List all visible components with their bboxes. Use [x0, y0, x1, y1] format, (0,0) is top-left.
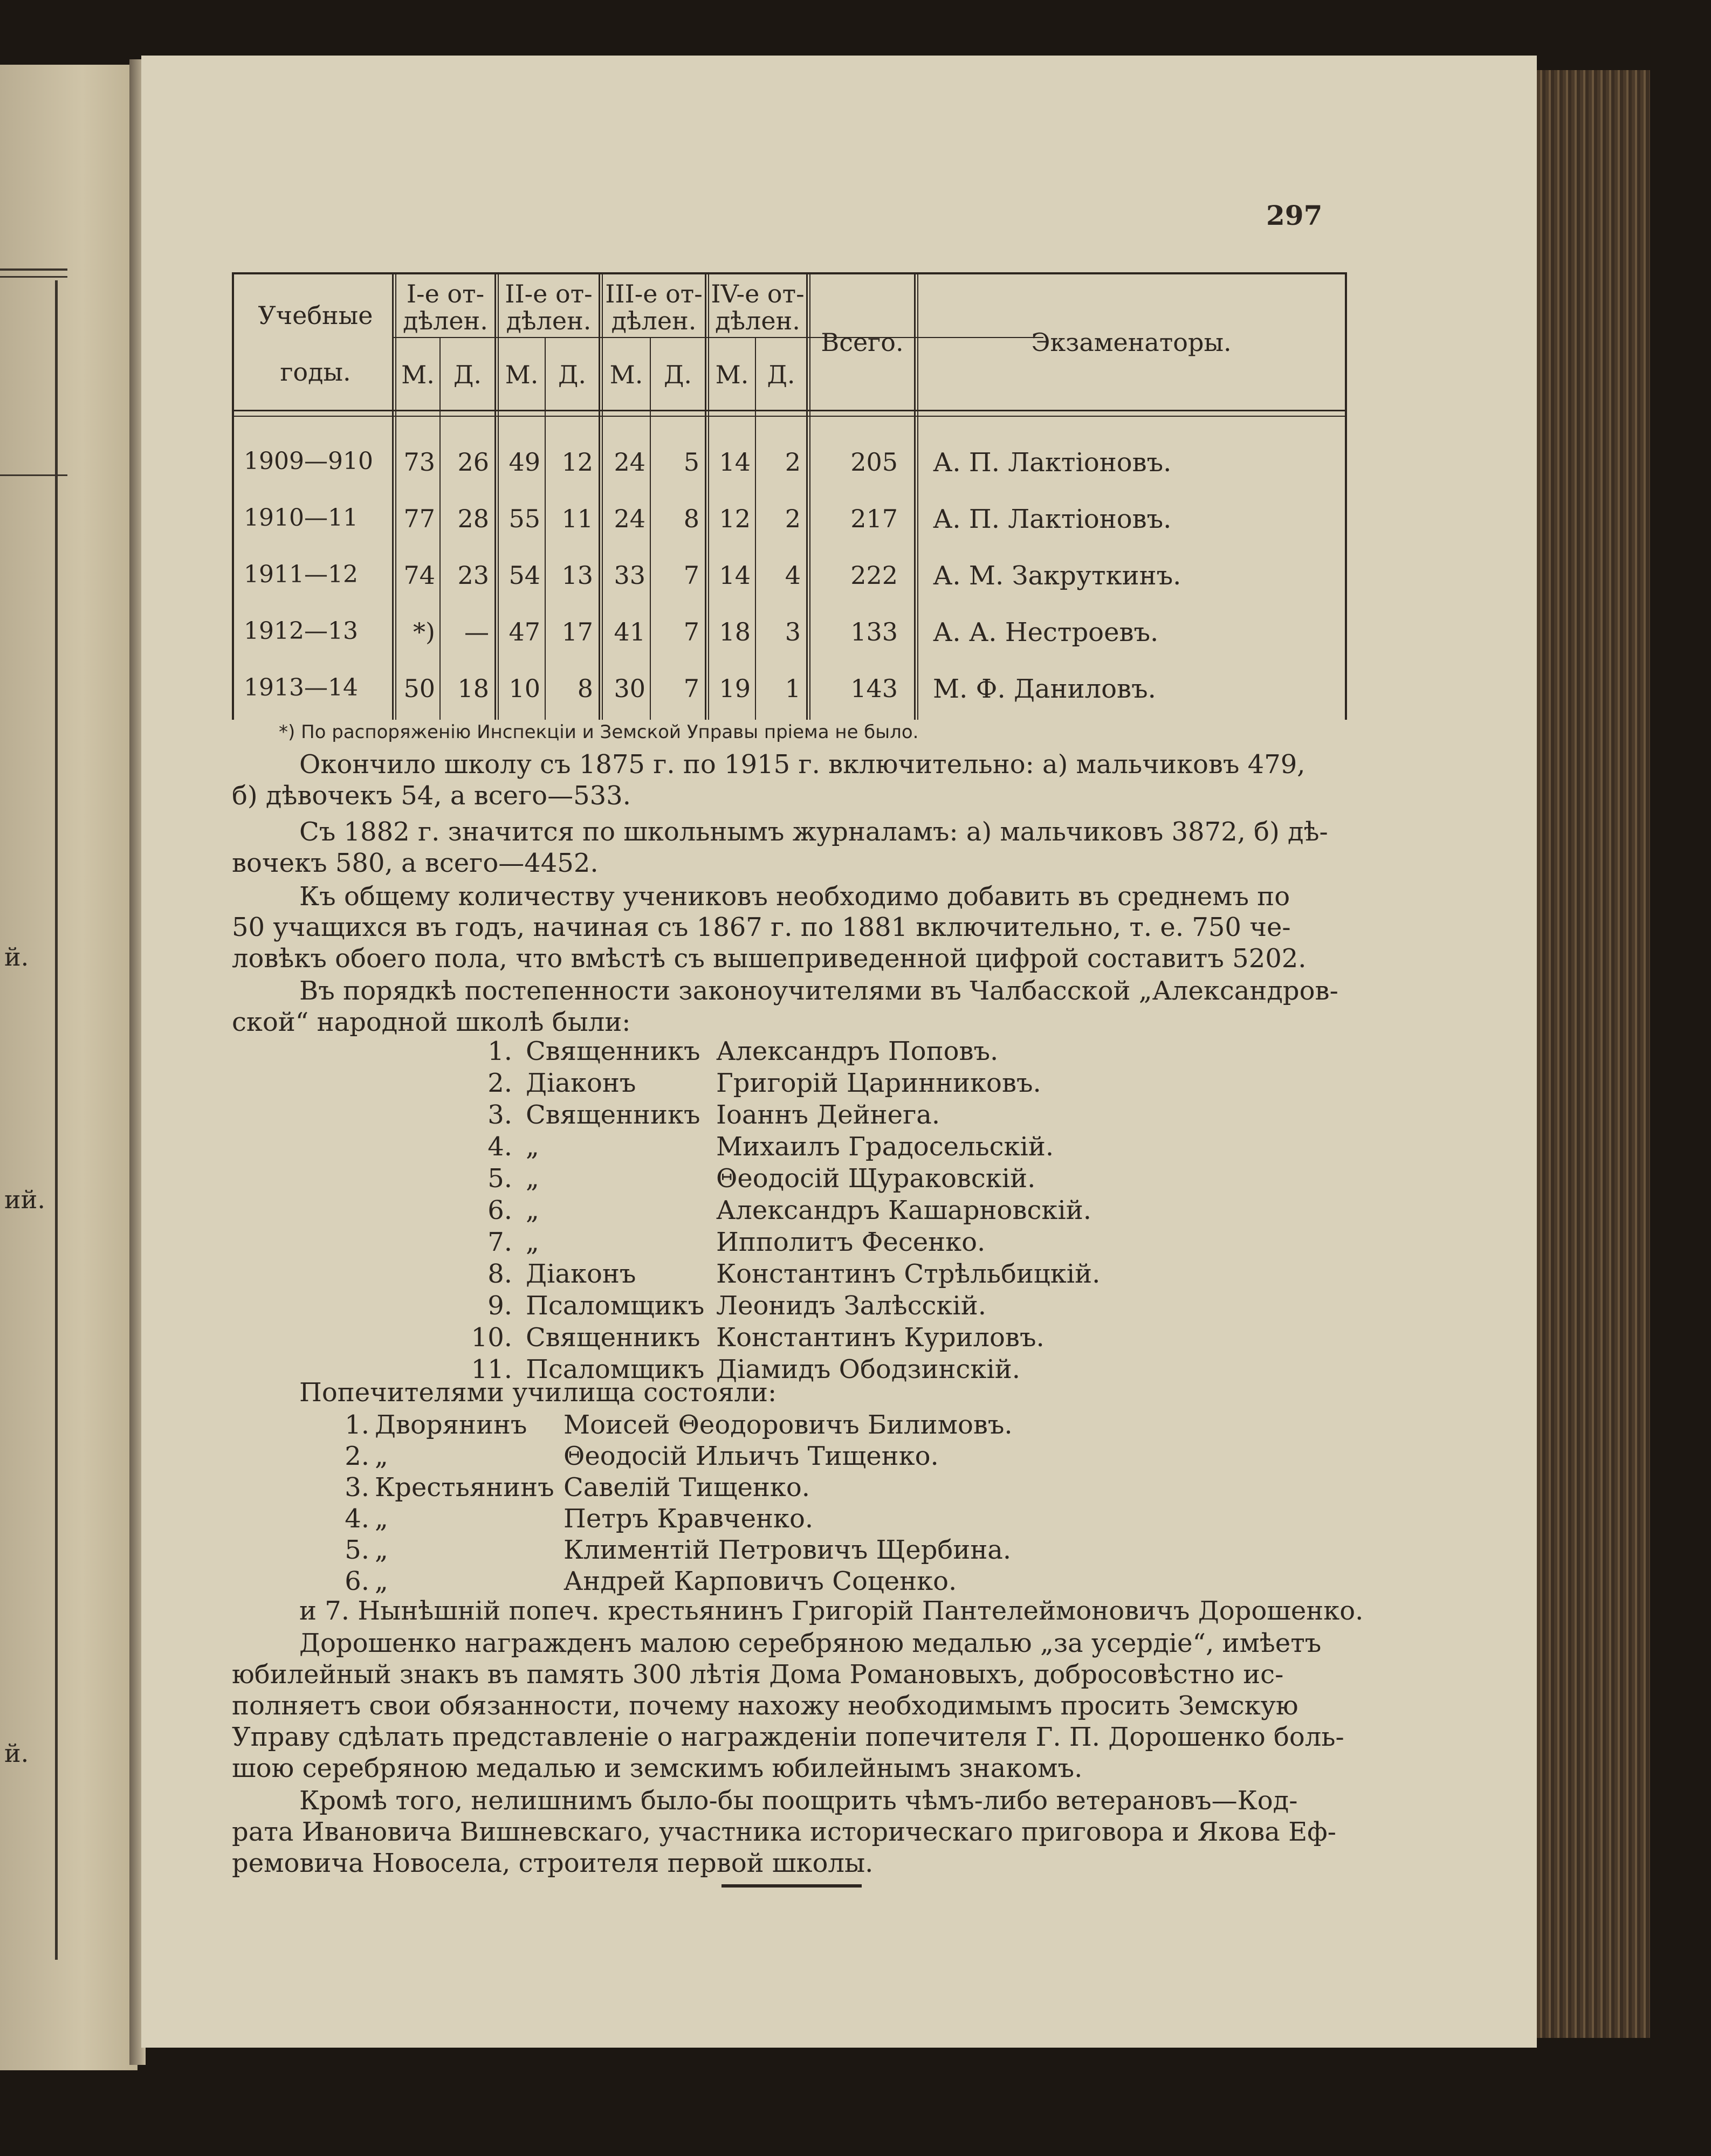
- table-cell: 50: [403, 674, 435, 703]
- examiners-header: Экзаменаторы.: [1031, 328, 1232, 357]
- page-number: 297: [1266, 199, 1323, 231]
- table-cell: 2: [785, 504, 801, 533]
- table-cell: 54: [509, 561, 540, 590]
- sub-header-d: Д.: [558, 360, 587, 389]
- table-cell: 4: [785, 561, 801, 590]
- paragraph-line: вочекъ 580, а всего—4452.: [232, 848, 599, 878]
- left-page: [0, 65, 138, 2070]
- table-cell: 49: [509, 447, 540, 477]
- list-number: 5.: [345, 1535, 369, 1565]
- sub-header-m: М.: [609, 360, 643, 389]
- table-cell: 19: [719, 674, 751, 703]
- list-title: Священникъ: [526, 1100, 700, 1130]
- book-edge: [1537, 70, 1650, 2038]
- list-title: „: [526, 1195, 539, 1225]
- paragraph-line: ремовича Новосела, строителя первой школы.: [232, 1848, 874, 1878]
- table-cell: 41: [614, 617, 645, 646]
- paragraph-line: Кромѣ того, нелишнимъ было-бы поощрить чѣмъ-либо ветерановъ—Код-: [299, 1786, 1298, 1816]
- list-number: 6.: [487, 1195, 512, 1225]
- list-name: Константинъ Куриловъ.: [716, 1322, 1045, 1353]
- table-cell: 12: [561, 447, 593, 477]
- group-header: II-е от-: [505, 279, 593, 308]
- list-name: Ипполитъ Фесенко.: [716, 1227, 986, 1257]
- list-name: Григорій Царинниковъ.: [716, 1068, 1041, 1098]
- list-name: Діамидъ Ободзинскій.: [716, 1354, 1021, 1384]
- list-title: „: [375, 1566, 388, 1596]
- table-cell: 3: [785, 617, 801, 646]
- list-number: 1.: [345, 1410, 369, 1440]
- table-cell: 7: [683, 617, 699, 646]
- list-title: Крестьянинъ: [375, 1472, 554, 1503]
- list-number: 2.: [345, 1441, 369, 1471]
- list-title: „: [526, 1132, 539, 1162]
- list-title: „: [526, 1163, 539, 1194]
- paragraph-line: рата Ивановича Вишневскаго, участника историческаго приговора и Якова Еф-: [232, 1817, 1336, 1847]
- group-header: дѣлен.: [611, 306, 697, 335]
- table-cell: 14: [719, 561, 751, 590]
- table-cell: 5: [683, 447, 699, 477]
- group-header: III-е от-: [605, 279, 703, 308]
- data-table: [232, 272, 1347, 720]
- table-cell-total: 143: [850, 674, 898, 703]
- table-cell-year: 1910—11: [244, 504, 358, 532]
- paragraph-line: юбилейный знакъ въ память 300 лѣтія Дома Романовыхъ, добросовѣстно ис-: [232, 1659, 1284, 1690]
- list-name: Андрей Карповичъ Соценко.: [564, 1566, 957, 1596]
- table-cell: 7: [683, 561, 699, 590]
- list-name: Леонидъ Залѣсскій.: [716, 1291, 987, 1321]
- table-cell: 28: [457, 504, 489, 533]
- table-cell: —: [464, 617, 489, 646]
- list-name: Θеодосій Ильичъ Тищенко.: [564, 1441, 939, 1471]
- list-number: 4.: [345, 1504, 369, 1534]
- trustee-current: и 7. Нынѣшній попеч. крестьянинъ Григорій Пантелеймоновичъ Дорошенко.: [299, 1596, 1364, 1626]
- paragraph-line: Съ 1882 г. значится по школьнымъ журналамъ: а) мальчиковъ 3872, б) дѣ-: [299, 817, 1328, 847]
- trustees-intro: Попечителями училища состояли:: [299, 1377, 777, 1408]
- list-title: Псаломщикъ: [526, 1354, 705, 1384]
- list-number: 9.: [487, 1291, 512, 1321]
- list-title: Дворянинъ: [375, 1410, 527, 1440]
- list-number: 5.: [487, 1163, 512, 1194]
- paragraph-line: полняетъ свои обязанности, почему нахожу необходимымъ просить Земскую: [232, 1691, 1298, 1721]
- table-cell: 1: [785, 674, 801, 703]
- paragraph-line: ловѣкъ обоего пола, что вмѣстѣ съ вышеприведенной цифрой составитъ 5202.: [232, 943, 1307, 974]
- list-name: Константинъ Стрѣльбицкій.: [716, 1259, 1101, 1289]
- list-number: 10.: [471, 1322, 512, 1353]
- table-cell-total: 217: [850, 504, 898, 533]
- group-header: дѣлен.: [506, 306, 592, 335]
- sub-header-m: М.: [505, 360, 539, 389]
- table-cell-examiner: А. М. Закруткинъ.: [933, 561, 1181, 591]
- sub-header-m: М.: [401, 360, 435, 389]
- table-cell: 24: [614, 504, 645, 533]
- list-title: Священникъ: [526, 1036, 700, 1066]
- table-cell: 30: [614, 674, 645, 703]
- sub-header-d: Д.: [767, 360, 795, 389]
- table-cell: 8: [577, 674, 593, 703]
- list-name: Савелій Тищенко.: [564, 1472, 810, 1503]
- table-cell-total: 222: [850, 561, 898, 590]
- paragraph-line: Дорошенко награжденъ малою серебряною медалью „за усердіе“, имѣетъ: [299, 1628, 1322, 1658]
- sub-header-m: М.: [715, 360, 749, 389]
- list-title: „: [375, 1535, 388, 1565]
- table-cell: 74: [403, 561, 435, 590]
- table-cell: 17: [561, 617, 593, 646]
- table-cell: 23: [457, 561, 489, 590]
- table-cell: 13: [561, 561, 593, 590]
- paragraph-line: Въ порядкѣ постепенности законоучителями въ Чалбасской „Александров-: [299, 976, 1338, 1006]
- end-rule: [721, 1884, 862, 1888]
- table-cell: 26: [457, 447, 489, 477]
- year-header: годы.: [280, 357, 351, 387]
- table-cell: 55: [509, 504, 540, 533]
- list-title: „: [375, 1441, 388, 1471]
- table-cell-examiner: А. П. Лактіоновъ.: [933, 504, 1172, 534]
- table-cell: 12: [719, 504, 751, 533]
- list-name: Александръ Поповъ.: [716, 1036, 999, 1066]
- list-name: Петръ Кравченко.: [564, 1504, 814, 1534]
- list-title: Діаконъ: [526, 1259, 636, 1289]
- list-title: Діаконъ: [526, 1068, 636, 1098]
- list-name: Михаилъ Градосельскій.: [716, 1132, 1054, 1162]
- list-number: 8.: [487, 1259, 512, 1289]
- paragraph-line: б) дѣвочекъ 54, а всего—533.: [232, 781, 631, 811]
- list-number: 7.: [487, 1227, 512, 1257]
- table-cell: 2: [785, 447, 801, 477]
- table-cell-year: 1913—14: [244, 674, 358, 701]
- table-cell: 47: [509, 617, 540, 646]
- table-cell: 10: [509, 674, 540, 703]
- list-name: Іоаннъ Дейнега.: [716, 1100, 940, 1130]
- table-cell-total: 133: [850, 617, 898, 646]
- table-cell: 24: [614, 447, 645, 477]
- list-title: Священникъ: [526, 1322, 700, 1353]
- list-name: Александръ Кашарновскій.: [716, 1195, 1091, 1225]
- table-cell-total: 205: [850, 447, 898, 477]
- table-cell: 7: [683, 674, 699, 703]
- list-name: Климентій Петровичъ Щербина.: [564, 1535, 1012, 1565]
- table-cell: *): [413, 617, 435, 646]
- left-fragment: й.: [4, 942, 29, 972]
- table-cell: 11: [561, 504, 593, 533]
- table-cell-examiner: А. А. Нестроевъ.: [933, 617, 1159, 648]
- paragraph-line: шою серебряною медалью и земскимъ юбилейнымъ знакомъ.: [232, 1753, 1083, 1783]
- group-header: IV-е от-: [711, 279, 805, 308]
- table-cell-examiner: А. П. Лактіоновъ.: [933, 447, 1172, 478]
- list-number: 2.: [487, 1068, 512, 1098]
- total-header: Всего.: [821, 328, 904, 357]
- sub-header-d: Д.: [453, 360, 482, 389]
- table-footnote: *) По распоряженію Инспекціи и Земской Управы пріема не было.: [279, 721, 919, 743]
- year-header: Учебные: [258, 301, 373, 330]
- paragraph-line: 50 учащихся въ годъ, начиная съ 1867 г. по 1881 включительно, т. е. 750 че-: [232, 912, 1291, 942]
- table-cell-year: 1911—12: [244, 561, 358, 588]
- table-cell: 18: [457, 674, 489, 703]
- left-rule: [0, 268, 67, 271]
- list-number: 1.: [487, 1036, 512, 1066]
- table-cell: 14: [719, 447, 751, 477]
- table-cell: 33: [614, 561, 645, 590]
- left-fragment: ий.: [4, 1185, 45, 1214]
- left-rule: [0, 276, 67, 278]
- table-cell: 77: [403, 504, 435, 533]
- table-cell: 8: [683, 504, 699, 533]
- list-number: 11.: [471, 1354, 512, 1384]
- paragraph-line: ской“ народной школѣ были:: [232, 1007, 631, 1037]
- list-number: 3.: [345, 1472, 369, 1503]
- sub-header-d: Д.: [663, 360, 692, 389]
- left-column-rule: [55, 280, 58, 1960]
- table-cell: 73: [403, 447, 435, 477]
- paragraph-line: Къ общему количеству учениковъ необходимо добавить въ среднемъ по: [299, 881, 1290, 912]
- table-cell-examiner: М. Ф. Даниловъ.: [933, 674, 1156, 704]
- list-number: 4.: [487, 1132, 512, 1162]
- group-header: дѣлен.: [715, 306, 800, 335]
- list-name: Моисей Θеодоровичъ Билимовъ.: [564, 1410, 1013, 1440]
- paragraph-line: Окончило школу съ 1875 г. по 1915 г. включительно: а) мальчиковъ 479,: [299, 749, 1305, 780]
- list-title: Псаломщикъ: [526, 1291, 705, 1321]
- group-header: дѣлен.: [403, 306, 488, 335]
- group-header: I-е от-: [406, 279, 485, 308]
- list-title: „: [526, 1227, 539, 1257]
- list-name: Θеодосій Щураковскій.: [716, 1163, 1036, 1194]
- table-cell-year: 1909—910: [244, 447, 373, 475]
- list-number: 3.: [487, 1100, 512, 1130]
- list-number: 6.: [345, 1566, 369, 1596]
- left-fragment: й.: [4, 1739, 29, 1768]
- paragraph-line: Управу сдѣлать представленіе о награжденіи попечителя Г. П. Дорошенко боль-: [232, 1722, 1344, 1752]
- list-title: „: [375, 1504, 388, 1534]
- table-cell-year: 1912—13: [244, 617, 358, 645]
- table-cell: 18: [719, 617, 751, 646]
